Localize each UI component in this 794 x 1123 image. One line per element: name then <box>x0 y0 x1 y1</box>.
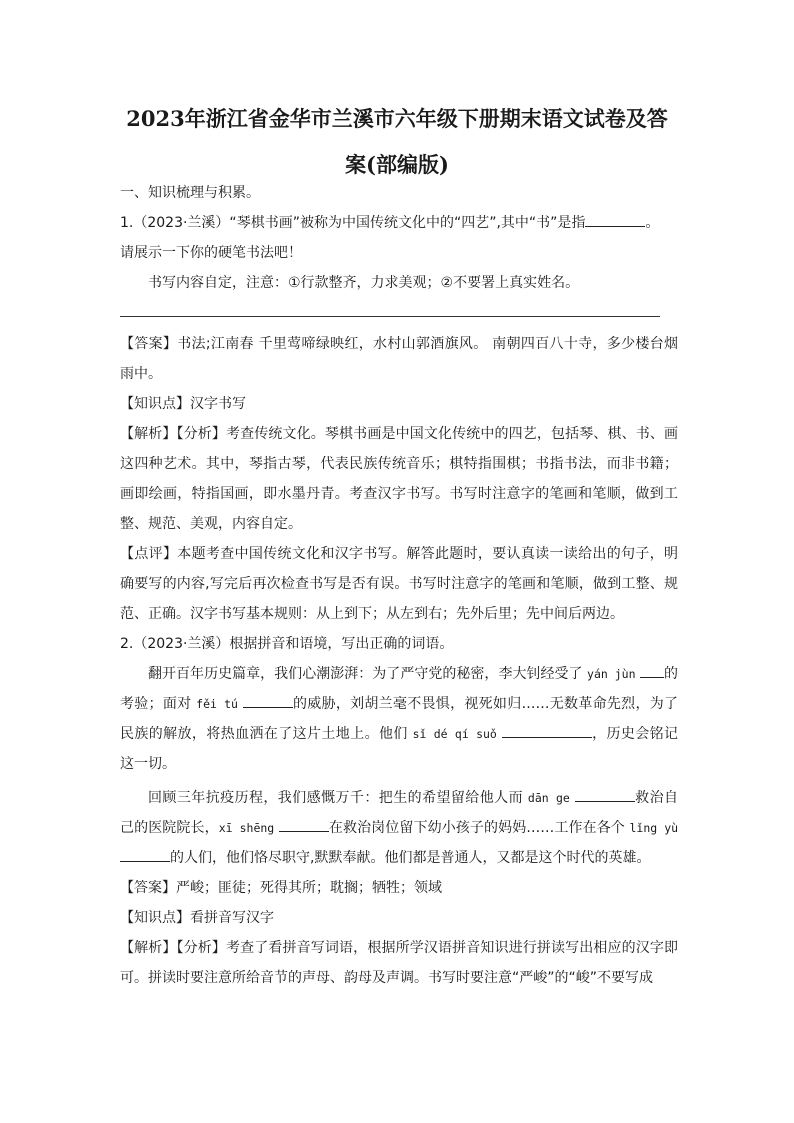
document-title <box>110 96 684 188</box>
q1-answer: 【答案】书法;江南春 千里莺啼绿映红，水村山郭酒旗风。 南朝四百八十寺，多少楼台烟雨中。 <box>120 336 679 382</box>
answer-blank[interactable] <box>279 817 329 832</box>
q1-instruction: 书写内容自定，注意：①行款整齐，力求美观；②不要署上真实姓名。 <box>148 275 580 291</box>
q1-answer-blank[interactable] <box>585 212 645 227</box>
answer-blank[interactable] <box>120 847 170 862</box>
q2-passage-2: 回顾三年抗疫历程，我们感慨万千：把生的希望留给他人而 dān ge 救治自己的医院院长，xī shēng 在救治岗位留下幼小孩子的妈妈……工作在各个 lǐng yù 的人们，他们恪尽职守,默默奉献。他们都是普通人，又都是这个时代的英雄。 <box>120 783 678 873</box>
q2-knowledge-point: 【知识点】看拼音写汉字 <box>120 910 274 926</box>
q1-knowledge-point: 【知识点】汉字书写 <box>120 396 246 412</box>
answer-blank[interactable] <box>502 723 592 738</box>
title-line-1: 2023年浙江省金华市兰溪市六年级下册期末语文试卷及答 <box>126 106 668 131</box>
pinyin: fěi tú <box>196 697 238 711</box>
q1-comment: 【点评】本题考查中国传统文化和汉字书写。解答此题时，要认真读一读给出的句子，明确要写的内容,写完后再次检查书写是否有误。书写时注意字的笔画和笔顺，做到工整、规范、正确。汉字书写基本规则：从上到下；从左到右；先外后里；先中间后两边。 <box>120 546 679 622</box>
q2-passage-1: 翻开百年历史篇章，我们心潮澎湃：为了严守党的秘密，李大钊经受了 yán jùn 的考验；面对 fěi tú 的威胁，刘胡兰毫不畏惧，视死如归……无数革命先烈，为了民族的解放，将热血洒在了这片土地上。他们 sǐ dé qí suǒ ，历史会铭记这一切。 <box>120 659 678 779</box>
pinyin: dān ge <box>527 791 570 805</box>
answer-blank[interactable] <box>575 787 635 802</box>
pinyin: yán jùn <box>587 667 636 681</box>
q1-stem: 1.（2023·兰溪）“琴棋书画”被称为中国传统文化中的“四艺”,其中“书”是指 。 请展示一下你的硬笔书法吧！ <box>120 208 678 268</box>
pinyin: lǐng yù <box>629 821 679 835</box>
handwriting-line[interactable] <box>120 316 660 317</box>
q1-analysis: 【解析】【分析】考查传统文化。琴棋书画是中国文化传统中的四艺，包括琴、棋、书、画这四种艺术。其中，琴指古琴，代表民族传统音乐；棋特指围棋；书指书法，而非书籍；画即绘画，特指国画，即水墨丹青。考查汉字书写。书写时注意字的笔画和笔顺，做到工整、规范、美观，内容自定。 <box>120 426 679 532</box>
pinyin: xī shēng <box>218 821 275 835</box>
pinyin: sǐ dé qí suǒ <box>412 727 497 741</box>
answer-blank[interactable] <box>243 693 293 708</box>
q2-analysis: 【解析】【分析】考查了看拼音写词语，根据所学汉语拼音知识进行拼读写出相应的汉字即可。拼读时要注意所给音节的声母、韵母及声调。书写时要注意“严峻”的“峻”不要写成 <box>120 940 679 986</box>
answer-blank[interactable] <box>640 663 664 678</box>
section-heading: 一、知识梳理与积累。 <box>120 185 260 201</box>
document-body <box>120 178 678 993</box>
q2-stem: 2.（2023·兰溪）根据拼音和语境，写出正确的词语。 <box>120 636 454 652</box>
q2-answer: 【答案】严峻；匪徒；死得其所；耽搁；牺牲；领域 <box>120 880 442 896</box>
title-line-2: 案(部编版) <box>345 152 449 177</box>
